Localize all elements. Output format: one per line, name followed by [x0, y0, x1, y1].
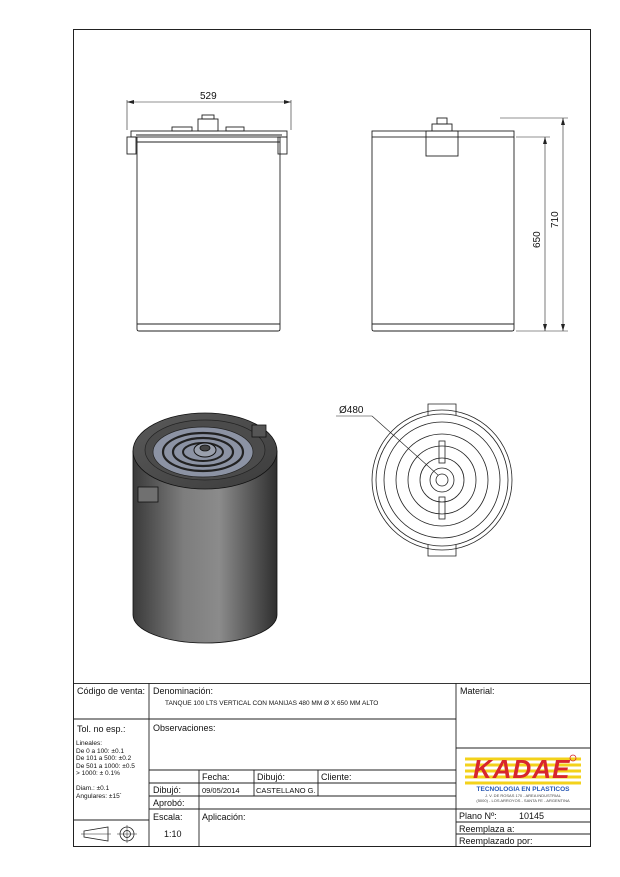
front-view: [127, 100, 291, 331]
tolerance-list: [76, 740, 135, 800]
dibujo-header-label: Dibujó:: [257, 772, 286, 782]
technical-drawing: [73, 29, 591, 683]
reemplazado-label: Reemplazado por:: [459, 836, 533, 846]
side-view: [372, 118, 568, 331]
denominacion-value: TANQUE 100 LTS VERTICAL CON MANIJAS 480 MM Ø X 650 MM ALTO: [165, 700, 379, 707]
tol-line: De 101 a 500: ±0.2: [76, 755, 132, 763]
tol-line: De 501 a 1000: ±0.5: [76, 762, 135, 770]
tol-line: Lineales:: [76, 740, 103, 747]
logo-brand: KADAE: [473, 754, 571, 784]
dibujo-label: Dibujó:: [153, 785, 182, 795]
tol-line: > 1000: ± 0.1%: [76, 770, 120, 778]
reemplaza-label: Reemplaza a:: [459, 824, 515, 834]
aprobo-label: Aprobó:: [153, 798, 185, 808]
material-label: Material:: [460, 686, 495, 696]
kadae-logo: [461, 753, 585, 803]
top-view: [336, 404, 512, 556]
codigo-label: Código de venta:: [77, 686, 146, 696]
plano-label: Plano Nº:: [459, 811, 497, 821]
iso-view: [133, 413, 277, 643]
cliente-label: Cliente:: [321, 772, 352, 782]
tol-line: Diam.: ±0.1: [76, 784, 110, 792]
dim-width: 529: [200, 91, 217, 102]
plano-value: 10145: [519, 811, 545, 821]
dim-diameter: Ø480: [339, 405, 364, 416]
logo-address-1: J. V. DE ROSAS 170 - AREA INDUSTRIAL: [484, 793, 562, 798]
denominacion-label: Denominación:: [153, 686, 214, 696]
tol-line: De 0 a 100: ±0.1: [76, 747, 125, 755]
logo-address-2: (5000) - LOS ARROYOS - SANTA FE - ARGENTINA: [476, 798, 570, 803]
dibujo-value: CASTELLANO G.: [256, 786, 316, 795]
tol-line: [76, 778, 135, 785]
tol-line: Angulares: ±15´: [76, 792, 122, 800]
dim-body-height: 650: [532, 231, 543, 248]
aplicacion-label: Aplicación:: [202, 812, 246, 822]
escala-value: 1:10: [164, 829, 182, 839]
fecha-value: 09/05/2014: [202, 786, 240, 795]
observaciones-label: Observaciones:: [153, 723, 216, 733]
dim-total-height: 710: [550, 211, 561, 228]
title-block: [73, 683, 591, 847]
fecha-label: Fecha:: [202, 772, 230, 782]
logo-tagline: TECNOLOGIA EN PLASTICOS: [476, 786, 570, 793]
projection-symbol-icon: [81, 824, 143, 844]
escala-label: Escala:: [153, 812, 183, 822]
tol-label: Tol. no esp.:: [77, 724, 126, 734]
